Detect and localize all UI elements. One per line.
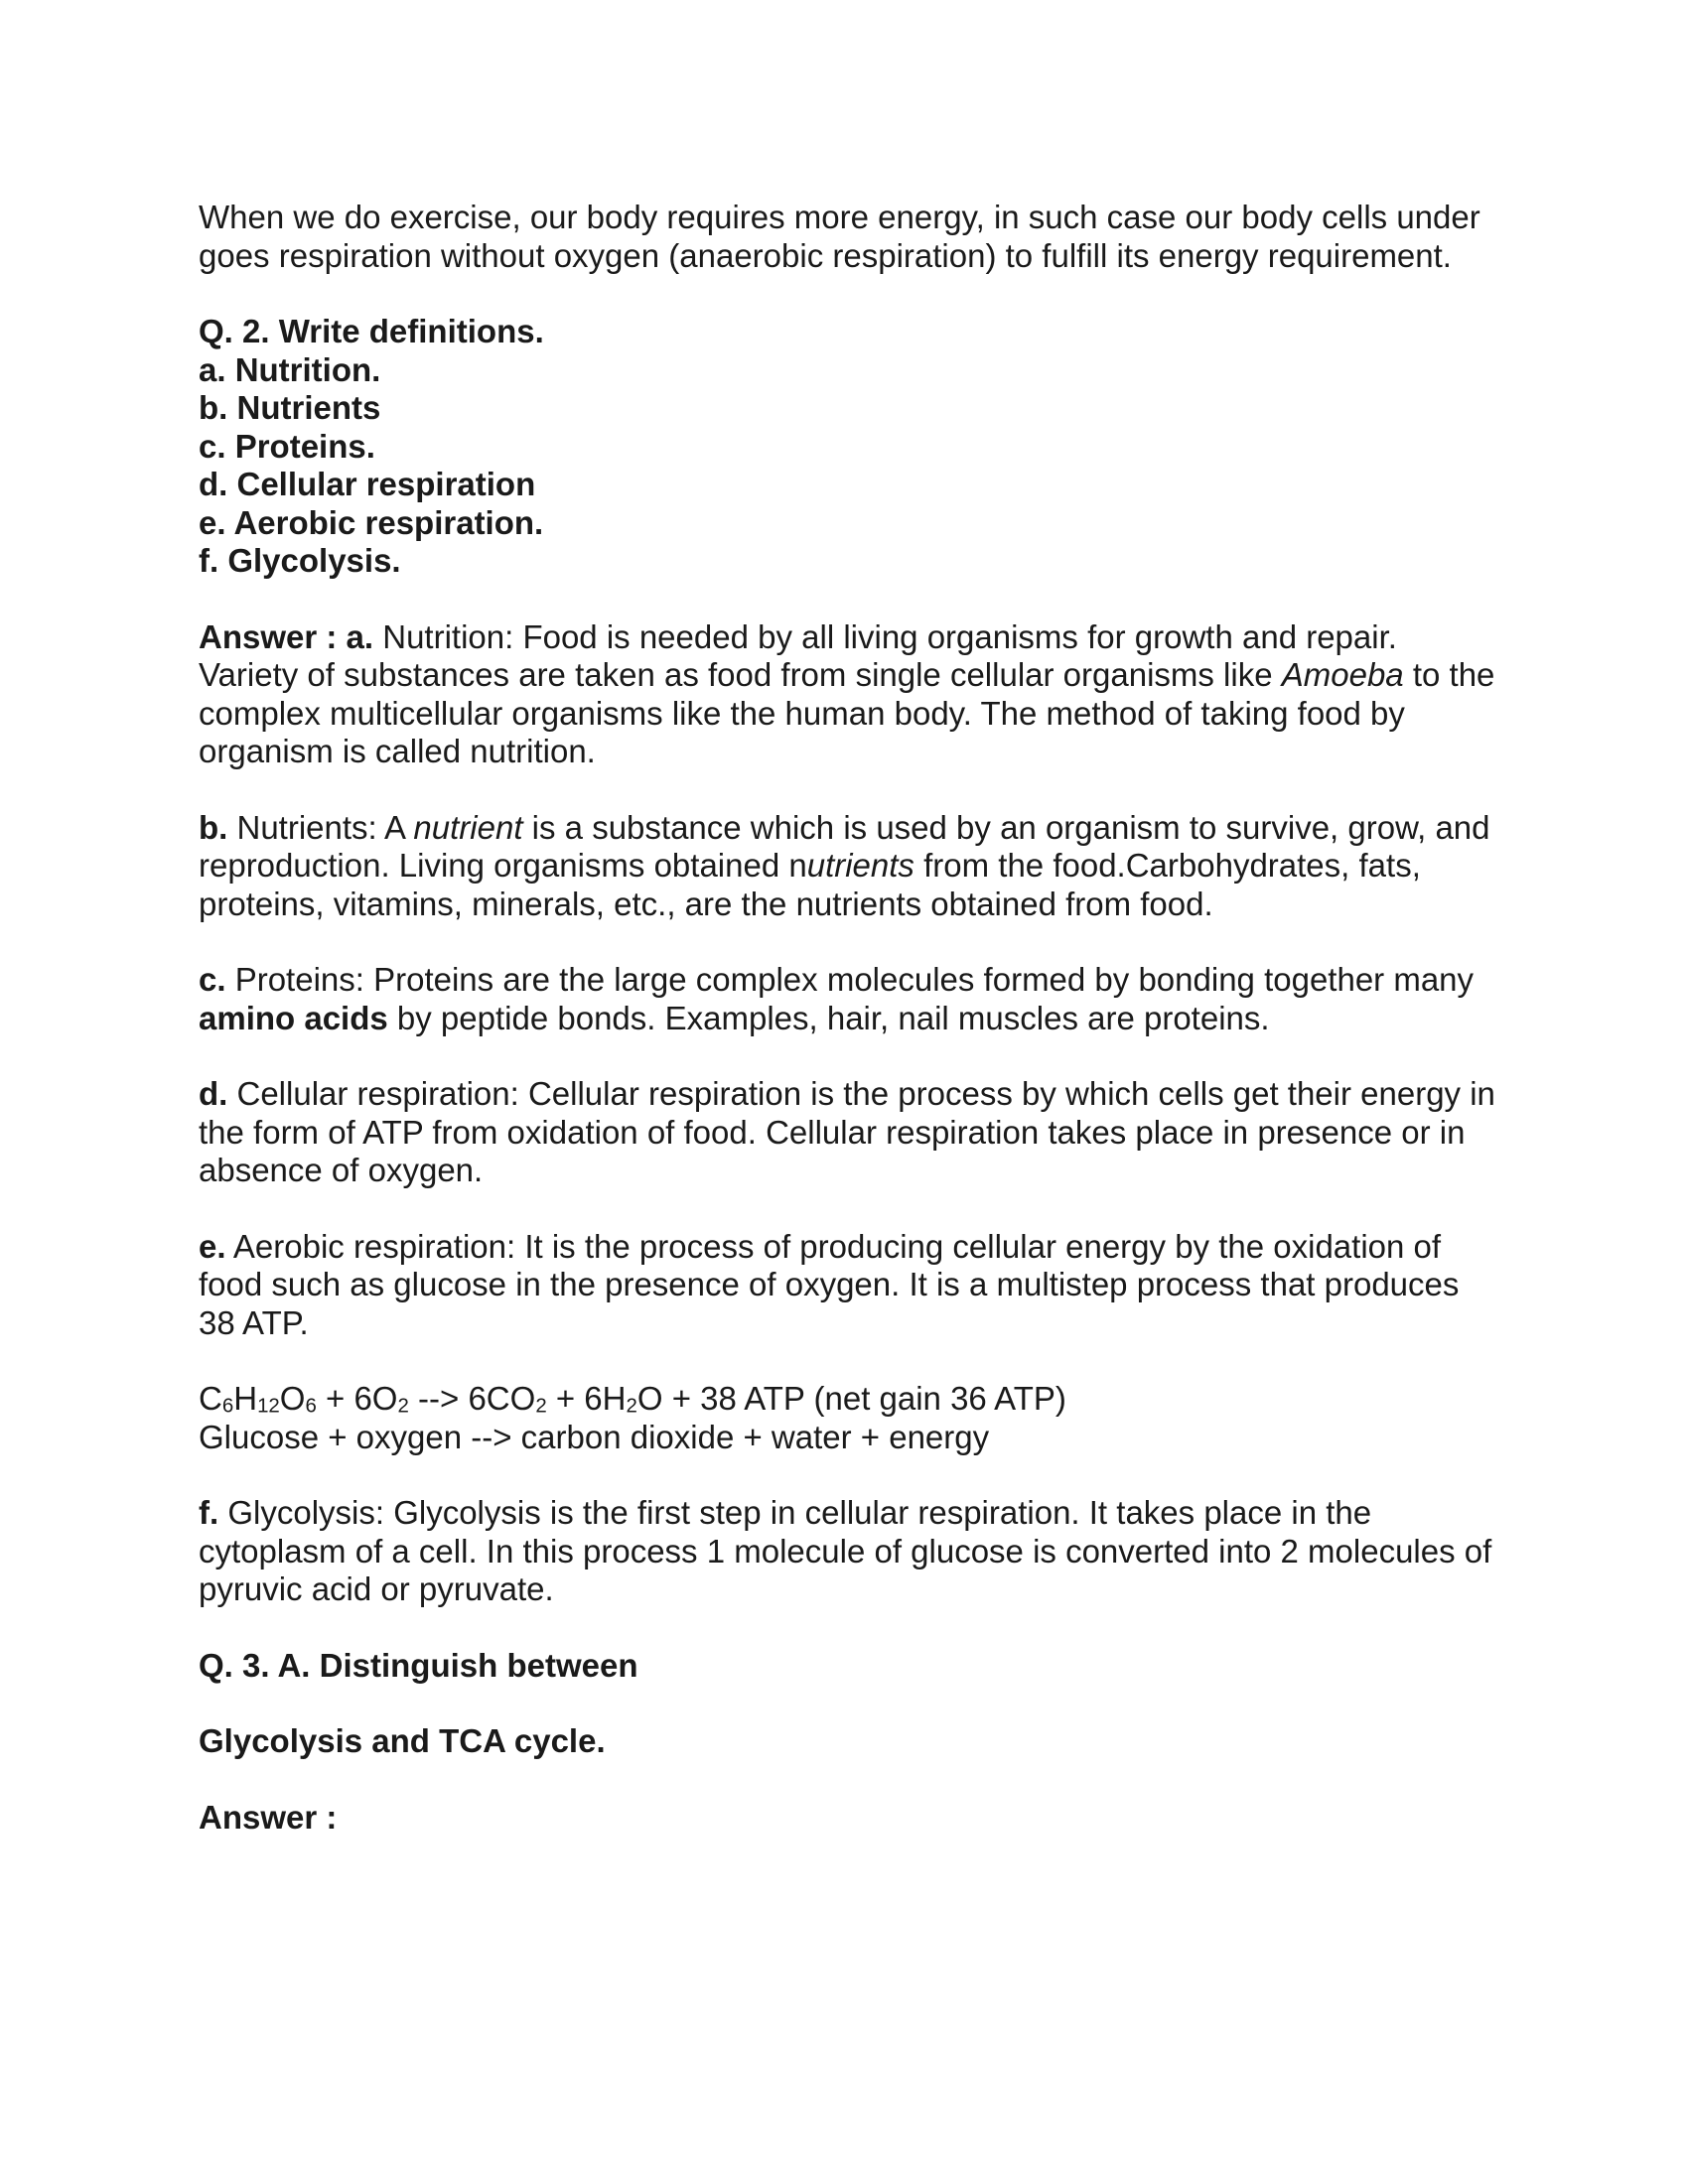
eq-co2: --> 6CO (408, 1380, 536, 1417)
answer-b-italic: nutrient (413, 808, 523, 846)
question-item: f. Glycolysis. (199, 542, 401, 579)
question-2-heading: Q. 2. Write definitions. (199, 313, 544, 349)
eq-co2-sub: 2 (535, 1394, 547, 1418)
answer-label: Answer : (199, 1798, 338, 1836)
eq-h: H (233, 1380, 258, 1417)
question-item: a. Nutrition. (199, 350, 381, 388)
answer-e-text: Aerobic respiration: It is the process of producing cellular energy by the oxidation of food such as glucose in the presence of oxygen. It is a multistep process that produces 38 ATP. (199, 1227, 1460, 1341)
answer-d-text: Cellular respiration: Cellular respiration is the process by which cells get their energy in the form of ATP from oxidation of food. Cellular respiration takes place in presence or in absence of oxygen. (199, 1075, 1495, 1188)
equation-block (199, 1380, 1499, 1456)
answer-b-italic-2: utrients (806, 847, 914, 884)
answer-b-text-mid: is a substance which is used by an organism to survive, grow, and reproduction. Living organisms obtained n (199, 808, 1490, 884)
answer-c-paragraph (199, 961, 1499, 1037)
eq-h-sub: 12 (257, 1394, 280, 1418)
question-3-heading: Q. 3. A. Distinguish between (199, 1646, 638, 1684)
intro-paragraph: When we do exercise, our body requires more energy, in such case our body cells under goes respiration without oxygen (anaerobic respiration) to fulfill its energy requirement. (199, 199, 1480, 274)
answer-c-text: Proteins: Proteins are the large complex molecules formed by bonding together many (225, 961, 1475, 998)
eq-water-sub: 2 (626, 1394, 637, 1418)
answer-a-label: Answer : a. (199, 617, 374, 655)
answer-f-label: f. (199, 1494, 219, 1531)
eq-water: + 6H (546, 1380, 627, 1417)
question-3-subheading: Glycolysis and TCA cycle. (199, 1722, 606, 1759)
eq-c-sub: 6 (221, 1394, 234, 1418)
answer-b-label: b. (199, 808, 228, 846)
question-item: c. Proteins. (199, 427, 375, 465)
answer-e-paragraph (199, 1228, 1499, 1343)
answer-d-label: d. (199, 1075, 228, 1112)
question-item: d. Cellular respiration (199, 466, 536, 502)
answer-d-paragraph (199, 1075, 1499, 1190)
answer-b-paragraph (199, 809, 1499, 924)
answer-c-bold: amino acids (199, 999, 388, 1036)
eq-c: C (199, 1380, 222, 1417)
question-item: b. Nutrients (199, 389, 381, 426)
document-page (199, 199, 1499, 1837)
answer-a-text: Nutrition: Food is needed by all living organisms for growth and repair. Variety of substances are taken as food from single cellular organisms like (199, 617, 1397, 693)
eq-oxygen-sub: 2 (397, 1394, 409, 1418)
question-item: e. Aerobic respiration. (199, 503, 544, 541)
eq-o: O (279, 1380, 306, 1417)
answer-e-label: e. (199, 1227, 226, 1265)
answer-a-text-end: to the complex multicellular organisms like the human body. The method of taking food by organism is called nutrition. (199, 656, 1495, 769)
answer-f-paragraph (199, 1494, 1499, 1609)
answer-b-text: Nutrients: A (227, 808, 414, 846)
answer-b-text-end: from the food.Carbohydrates, fats, proteins, vitamins, minerals, etc., are the nutrients obtained from food. (199, 847, 1421, 922)
question-2-block (199, 313, 1499, 581)
eq-o-sub: 6 (305, 1394, 317, 1418)
answer-a-paragraph (199, 618, 1499, 771)
eq-rest: O + 38 ATP (net gain 36 ATP) (636, 1380, 1066, 1417)
answer-a-italic: Amoeba (1281, 656, 1404, 693)
word-equation: Glucose + oxygen --> carbon dioxide + water + energy (199, 1418, 990, 1455)
eq-oxygen: + 6O (316, 1380, 398, 1417)
answer-c-text-end: by peptide bonds. Examples, hair, nail muscles are proteins. (387, 999, 1270, 1036)
answer-f-text: Glycolysis: Glycolysis is the first step in cellular respiration. It takes place in the cytoplasm of a cell. In this process 1 molecule of glucose is converted into 2 molecules of pyruvic acid or pyruvate. (199, 1494, 1492, 1607)
answer-c-label: c. (199, 961, 226, 998)
chemical-equation (199, 1380, 1499, 1419)
